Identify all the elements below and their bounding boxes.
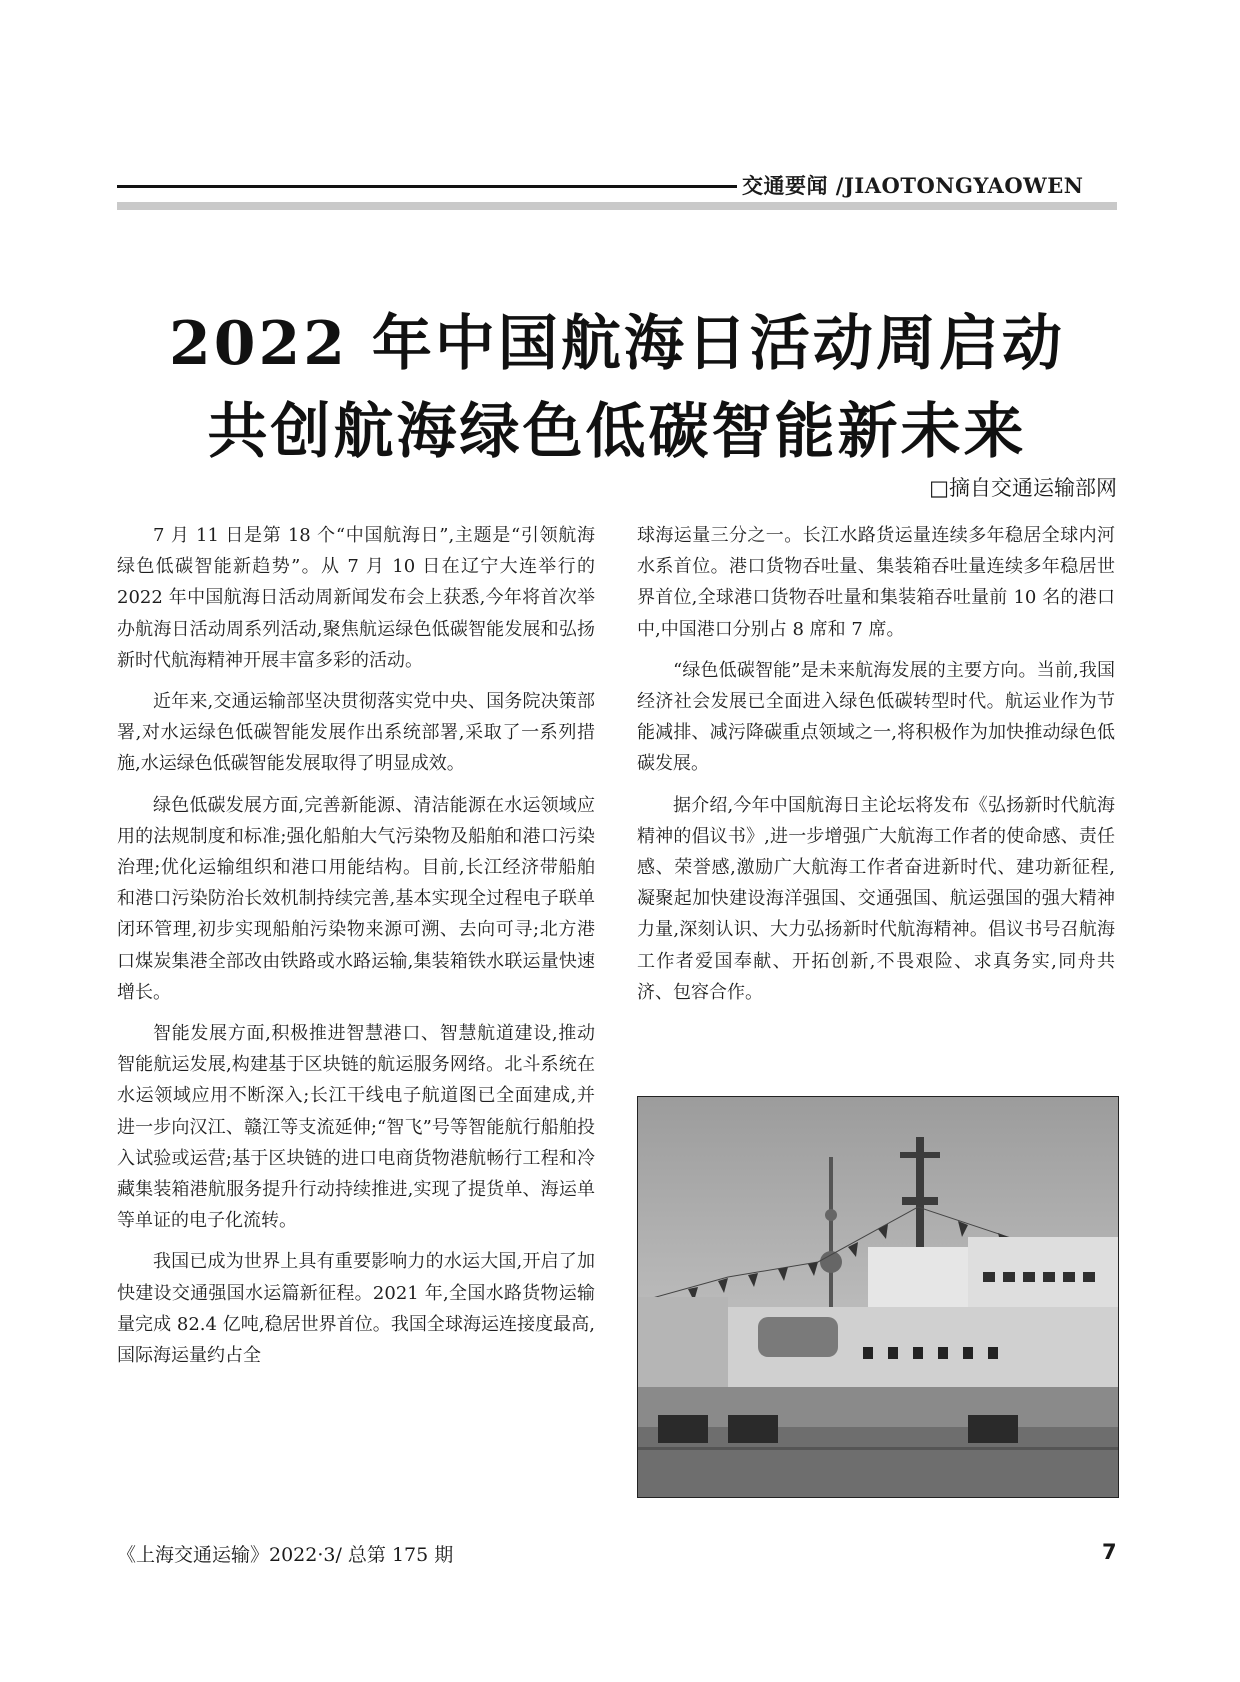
left-column [117, 520, 595, 1381]
paragraph: 近年来,交通运输部坚决贯彻落实党中央、国务院决策部署,对水运绿色低碳智能发展作出系统部署,采取了一系列措施,水运绿色低碳智能发展取得了明显成效。 [117, 691, 595, 775]
paragraph: 我国已成为世界上具有重要影响力的水运大国,开启了加快建设交通强国水运篇新征程。2021 年,全国水路货物运输量完成 82.4 亿吨,稳居世界首位。我国全球海运连接度最高,国际海运量约占全 [117, 1251, 595, 1367]
paragraph: “绿色低碳智能”是未来航海发展的主要方向。当前,我国经济社会发展已全面进入绿色低碳转型时代。航运业作为节能减排、减污降碳重点领域之一,将积极作为加快推动绿色低碳发展。 [637, 659, 1115, 775]
journal-footer: 《上海交通运输》2022·3/ 总第 175 期 [117, 1544, 454, 1566]
paragraph: 7 月 11 日是第 18 个“中国航海日”,主题是“引领航海绿色低碳智能新趋势”。从 7 月 10 日在辽宁大连举行的 2022 年中国航海日活动周新闻发布会上获悉,今年将首次举办航海日活动周系列活动,聚焦航运绿色低碳智能发展和弘扬新时代航海精神开展丰富多彩的活动。 [117, 525, 595, 671]
right-column [637, 520, 1115, 1018]
ship-photo-graphic [638, 1097, 1118, 1497]
page-number: 7 [1102, 1540, 1117, 1564]
article-source: □摘自交通运输部网 [929, 476, 1117, 500]
paragraph-continuation: 球海运量三分之一。长江水路货运量连续多年稳居全球内河水系首位。港口货物吞吐量、集装箱吞吐量连续多年稳居世界首位,全球港口货物吞吐量和集装箱吞吐量前 10 名的港口中,中国港口分别占 8 席和 7 席。 [637, 525, 1115, 640]
paragraph: 绿色低碳发展方面,完善新能源、清洁能源在水运领域应用的法规制度和标准;强化船舶大气污染物及船舶和港口污染治理;优化运输组织和港口用能结构。目前,长江经济带船舶和港口污染防治长效机制持续完善,基本实现全过程电子联单闭环管理,初步实现船舶污染物来源可溯、去向可寻;北方港口煤炭集港全部改由铁路或水路运输,集装箱铁水联运量快速增长。 [117, 794, 595, 1003]
header-rule [117, 185, 737, 188]
section-title: 交通要闻 /JIAOTONGYAOWEN [742, 173, 1084, 198]
paragraph: 智能发展方面,积极推进智慧港口、智慧航道建设,推动智能航运发展,构建基于区块链的航运服务网络。北斗系统在水运领域应用不断深入;长江干线电子航道图已全面建成,并进一步向汉江、赣江等支流延伸;“智飞”号等智能航行船舶投入试验或运营;基于区块链的进口电商货物港航畅行工程和冷藏集装箱港航服务提升行动持续推进,实现了提货单、海运单等单证的电子化流转。 [117, 1023, 595, 1232]
ship-photo [637, 1096, 1119, 1498]
header-bar [117, 202, 1117, 210]
paragraph: 据介绍,今年中国航海日主论坛将发布《弘扬新时代航海精神的倡议书》,进一步增强广大航海工作者的使命感、责任感、荣誉感,激励广大航海工作者奋进新时代、建功新征程,凝聚起加快建设海洋强国、交通强国、航运强国的强大精神力量,深刻认识、大力弘扬新时代航海精神。倡议书号召航海工作者爱国奉献、开拓创新,不畏艰险、求真务实,同舟共济、包容合作。 [637, 794, 1115, 1003]
article-title-line2: 共创航海绿色低碳智能新未来 [207, 397, 1027, 467]
article-title-line1: 2022 年中国航海日活动周启动 [169, 309, 1065, 379]
